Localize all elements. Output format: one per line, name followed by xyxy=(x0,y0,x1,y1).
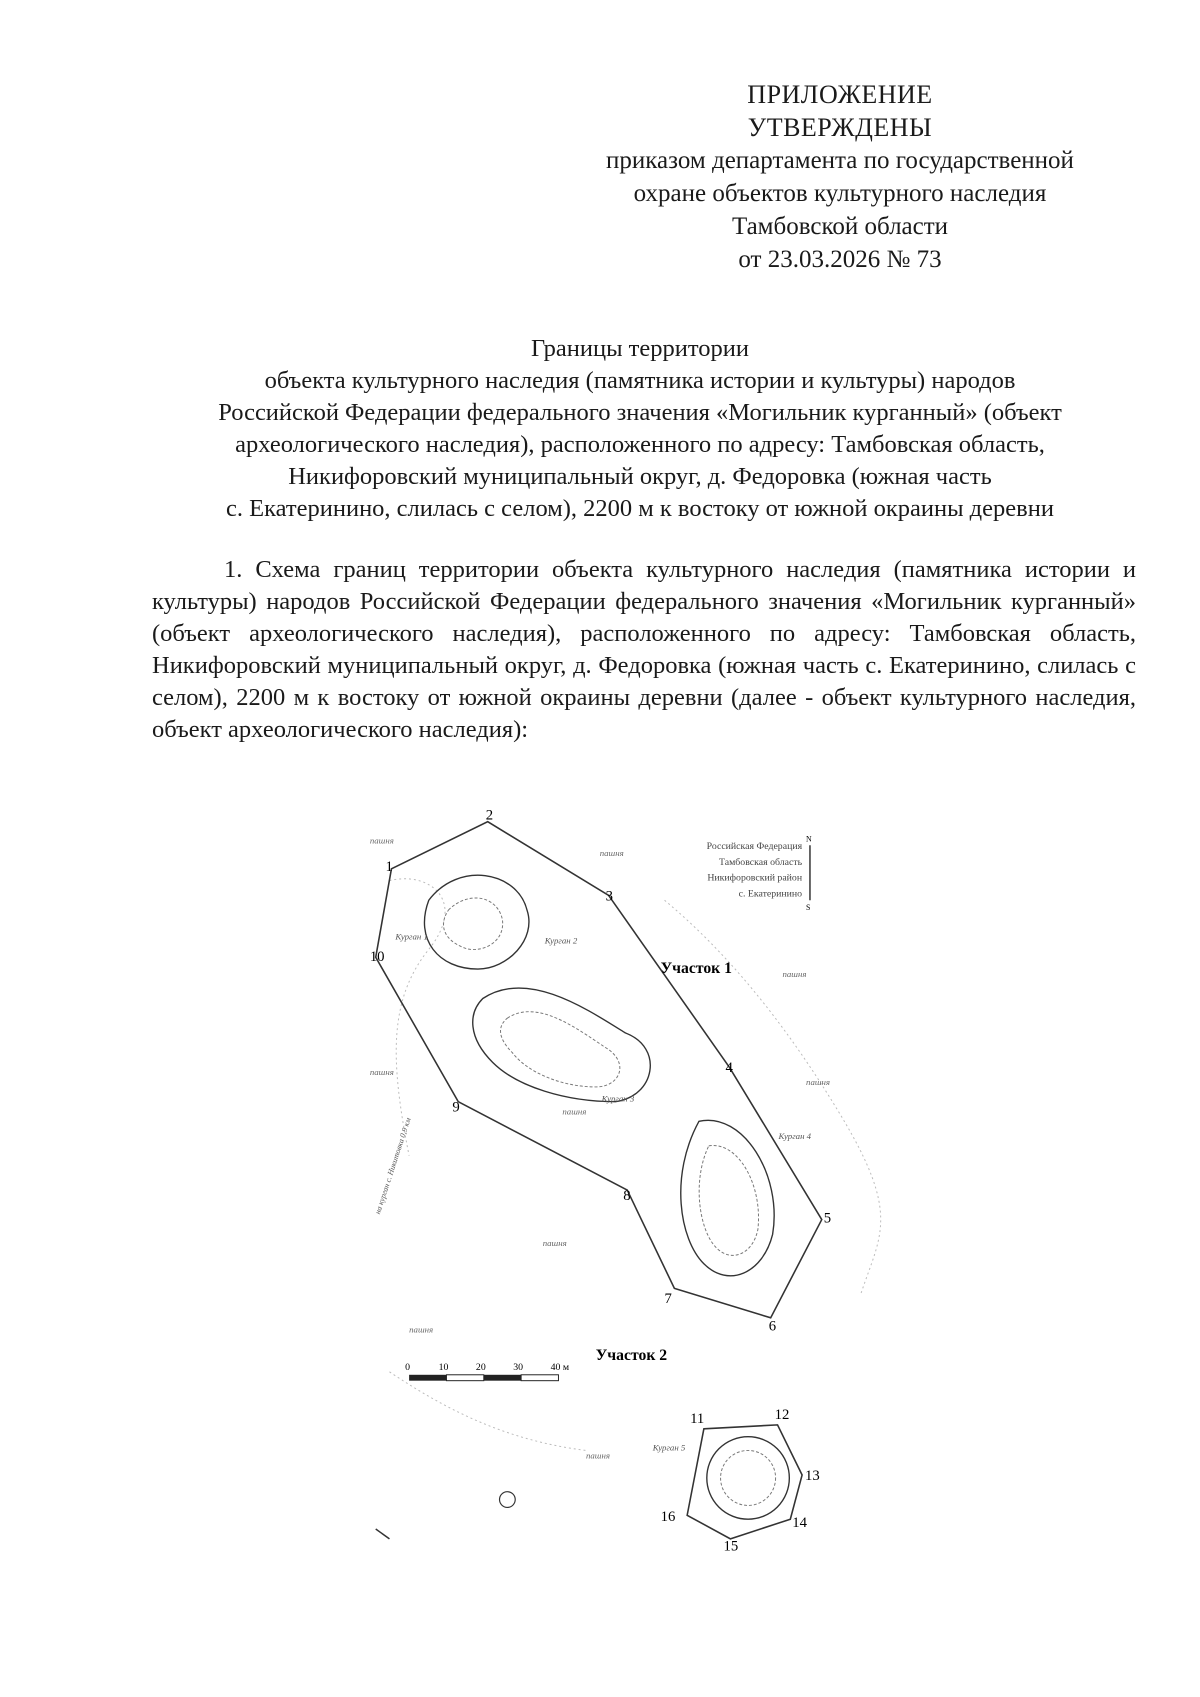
relief-line xyxy=(389,1372,585,1451)
kurgan-label: Курган 1 xyxy=(395,931,428,942)
land-label: пашня xyxy=(562,1106,587,1117)
point-label: 12 xyxy=(774,1407,790,1423)
approval-line: Тамбовской области xyxy=(731,213,949,240)
land-label: пашня xyxy=(542,1238,567,1249)
section1-label: Участок 1 xyxy=(660,959,733,977)
scale-tick: 20 xyxy=(475,1361,486,1373)
land-label: пашня xyxy=(369,1067,394,1078)
section2-label: Участок 2 xyxy=(595,1347,668,1365)
paragraph-1: 1. Схема границ территории объекта культурного наследия (памятника истории и культуры) народов Российской Федерации федерального значения «Могильник курганный» (объект археологического наследия), расположенного по адресу: Тамбовская область, Никифоровский муниципальный округ, д. Федоровка (южная часть с. Екатеринино, слилась с селом), 2200 м к востоку от южной окраины деревни (далее - объект культурного наследия, объект археологического наследия): xyxy=(152,556,1136,743)
title-line: Границы территории xyxy=(531,335,749,362)
section2-boundary xyxy=(687,1425,802,1539)
scale-tick: 40 м xyxy=(550,1361,570,1373)
kurgan-label: Курган 4 xyxy=(778,1131,812,1141)
land-label: пашня xyxy=(369,835,394,846)
approval-date: от 23.03.2026 № 73 xyxy=(738,246,942,273)
kurgan5-outline xyxy=(707,1437,790,1520)
point-label: 11 xyxy=(690,1410,705,1427)
point-label: 5 xyxy=(823,1210,832,1227)
appendix-heading: ПРИЛОЖЕНИЕ xyxy=(747,80,933,109)
scale-bar-black xyxy=(409,1375,446,1381)
scheme-map xyxy=(360,795,920,1595)
title-line: археологического наследия), расположенного по адресу: Тамбовская область, xyxy=(235,431,1045,458)
approval-stamp xyxy=(560,78,1120,276)
road-label: на курган с. Никитовка 0,9 км xyxy=(372,1116,413,1216)
title-line: с. Екатеринино, слилась с селом), 2200 м к востоку от южной окраины деревни xyxy=(226,495,1054,522)
land-label: пашня xyxy=(599,848,624,859)
title-line: объекта культурного наследия (памятника истории и культуры) народов xyxy=(264,367,1016,394)
land-label: пашня xyxy=(806,1076,831,1087)
kurgan5-contour xyxy=(721,1450,776,1505)
scale-tick: 0 xyxy=(405,1361,411,1373)
compass-north: N xyxy=(806,834,812,844)
location-line: Тамбовская область xyxy=(718,856,803,868)
point-label: 9 xyxy=(452,1099,460,1116)
kurgan1-contour xyxy=(444,898,503,950)
boundary-legend-icon xyxy=(376,1529,390,1539)
scale-tick: 30 xyxy=(513,1361,524,1373)
relief-line xyxy=(389,879,445,1156)
point-label: 13 xyxy=(805,1467,820,1484)
kurgan-label: Курган 5 xyxy=(652,1442,686,1453)
point-label: 15 xyxy=(723,1538,739,1555)
scale-bar-black xyxy=(484,1375,521,1381)
kurgan4-outline xyxy=(681,1120,774,1275)
approved-heading: УТВЕРЖДЕНЫ xyxy=(747,113,933,142)
kurgan-label: Курган 3 xyxy=(601,1093,635,1104)
point-label: 16 xyxy=(660,1509,676,1526)
location-line: Российская Федерация xyxy=(706,841,803,853)
location-line: с. Екатеринино xyxy=(738,888,803,900)
scale-bar-white xyxy=(446,1375,483,1381)
title-line: Никифоровский муниципальный округ, д. Федоровка (южная часть xyxy=(288,463,992,490)
scale-tick: 10 xyxy=(438,1361,449,1373)
land-label: пашня xyxy=(409,1324,434,1335)
location-line: Никифоровский район xyxy=(707,872,803,884)
kurgan4-contour xyxy=(699,1146,758,1256)
approval-line: приказом департамента по государственной xyxy=(606,147,1074,174)
scale-bar-white xyxy=(521,1375,558,1381)
kurgan-label: Курган 2 xyxy=(544,935,578,946)
document-title xyxy=(140,333,1140,525)
land-label: пашня xyxy=(782,968,807,979)
point-label: 10 xyxy=(369,949,385,966)
kurgan1-outline xyxy=(424,875,528,969)
kurgan-legend-icon xyxy=(500,1492,516,1508)
approval-line: охране объектов культурного наследия xyxy=(633,180,1047,207)
land-label: пашня xyxy=(585,1450,610,1461)
point-label: 3 xyxy=(605,888,613,905)
point-label: 6 xyxy=(768,1318,777,1335)
point-label: 7 xyxy=(664,1291,672,1308)
point-label: 1 xyxy=(385,858,393,875)
point-label: 8 xyxy=(623,1187,631,1204)
body-text xyxy=(152,554,1136,746)
kurgan2-contour xyxy=(501,1012,620,1087)
boundary-scheme xyxy=(360,795,920,1595)
title-line: Российской Федерации федерального значения «Могильник курганный» (объект xyxy=(218,399,1062,426)
compass-south: S xyxy=(806,903,811,913)
point-label: 14 xyxy=(792,1515,807,1532)
kurgan2-outline xyxy=(473,988,651,1102)
point-label: 4 xyxy=(725,1060,733,1077)
point-label: 2 xyxy=(485,807,494,824)
